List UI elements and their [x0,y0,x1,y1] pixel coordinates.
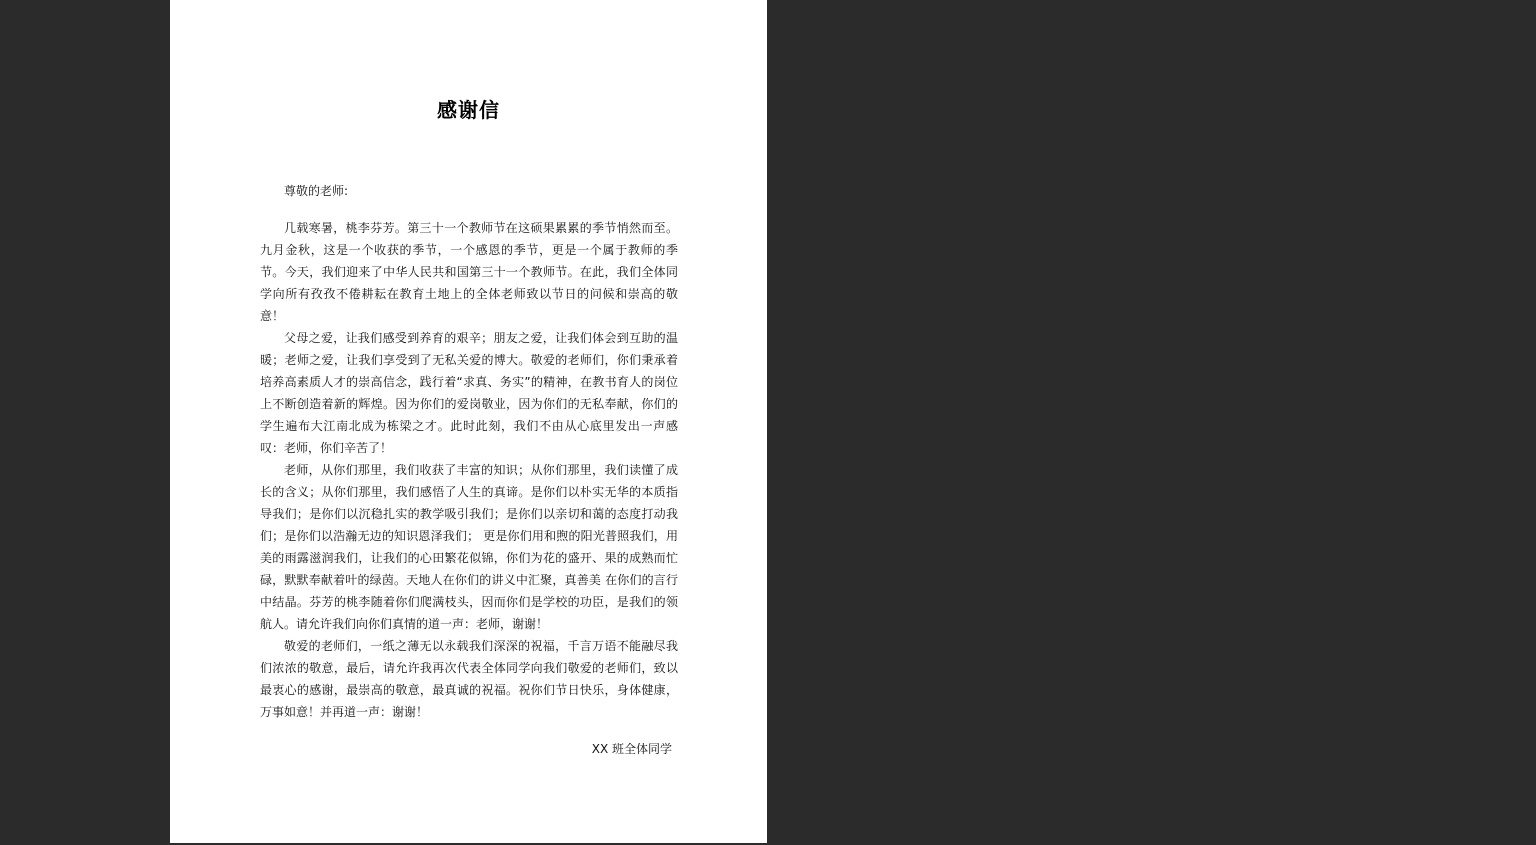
salutation: 尊敬的老师: [284,184,349,198]
signature: XX 班全体同学 [591,742,672,756]
paragraph: 敬爱的老师们，一纸之薄无以永载我们深深的祝福，千言万语不能融尽我们浓浓的敬意，最后，请允许我再次代表全体同学向我们敬爱的老师们，致以最衷心的感谢，最崇高的敬意，最真诚的祝福。祝你们节日快乐，身体健康，万事如意！并再道一声：谢谢！ [260,639,678,719]
paragraph: 老师，从你们那里，我们收获了丰富的知识；从你们那里，我们读懂了成长的含义；从你们那里，我们感悟了人生的真谛。是你们以朴实无华的本质指导我们；是你们以沉稳扎实的教学吸引我们；是你们以亲切和蔼的态度打动我们；是你们以浩瀚无边的知识恩泽我们； 更是你们用和煦的阳光普照我们，用美的雨露滋润我们，让我们的心田繁花似锦，你们为花的盛开、果的成熟而忙碌，默默奉献着叶的绿茵。天地人在你们的讲义中汇聚，真善美 在你们的言行中结晶。芬芳的桃李随着你们爬满枝头，因而你们是学校的功臣，是我们的领航人。请允许我们向你们真情的道一声：老师，谢谢！ [260,463,678,631]
paragraph: 几载寒暑，桃李芬芳。第三十一个教师节在这硕果累累的季节悄然而至。九月金秋，这是一个收获的季节，一个感恩的季节，更是一个属于教师的季节。今天，我们迎来了中华人民共和国第三十一个教师节。在此，我们全体同学向所有孜孜不倦耕耘在教育土地上的全体老师致以节日的问候和崇高的敬意！ [260,221,678,323]
document-page [170,0,767,843]
letter-body [260,217,678,723]
paragraph: 父母之爱，让我们感受到养育的艰辛；朋友之爱，让我们体会到互助的温暖；老师之爱，让我们享受到了无私关爱的博大。敬爱的老师们，你们秉承着培养高素质人才的崇高信念，践行着“求真、务实”的精神，在教书育人的岗位上不断创造着新的辉煌。因为你们的爱岗敬业，因为你们的无私奉献，你们的学生遍布大江南北成为栋梁之才。此时此刻，我们不由从心底里发出一声感叹：老师，你们辛苦了！ [260,331,678,455]
page-title: 感谢信 [437,98,500,122]
